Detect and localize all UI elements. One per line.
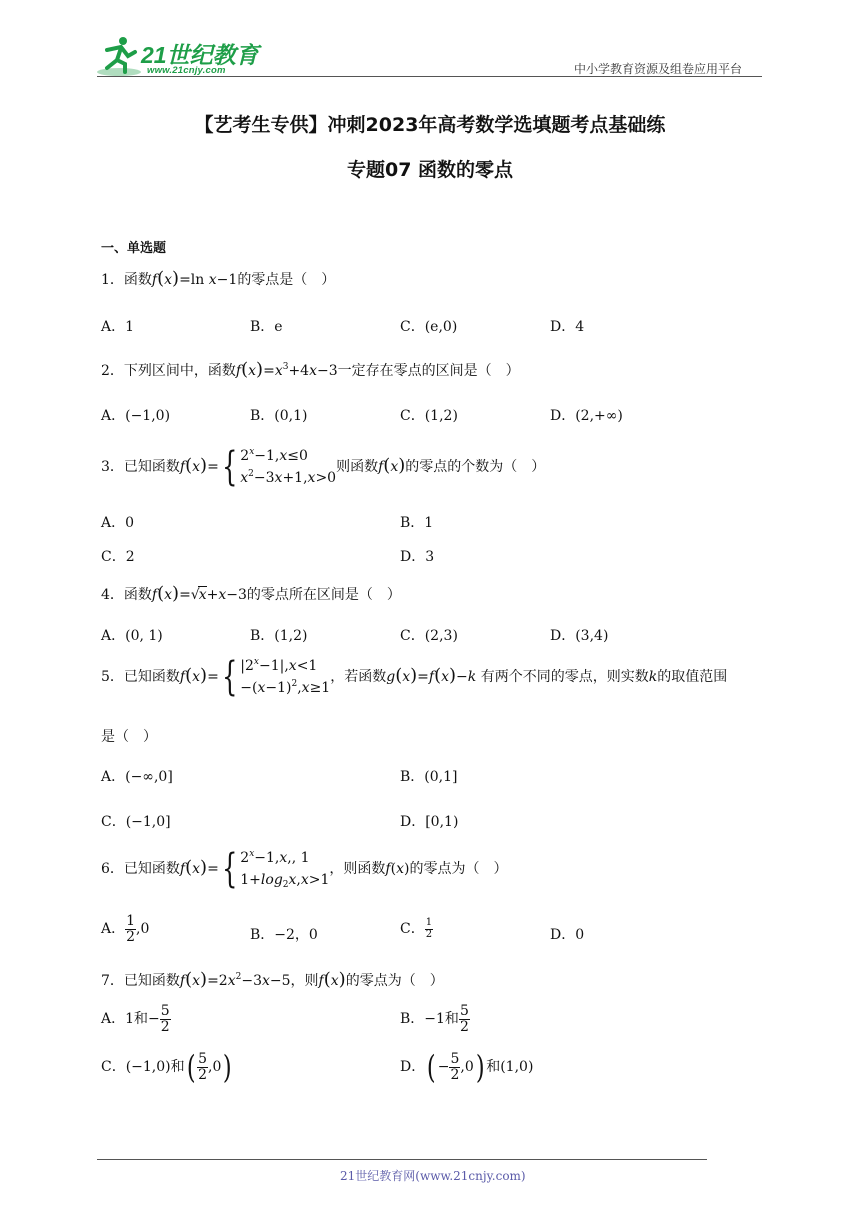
question-1: 1．函数f(x)=ln x−1的零点是（ ） — [101, 268, 336, 289]
page-subtitle: 专题07 函数的零点 — [346, 159, 514, 181]
footer-divider — [97, 1159, 707, 1160]
q4-option-d: D．(3,4) — [550, 628, 609, 644]
logo-url: www.21cnjy.com — [147, 65, 226, 76]
q1-option-c: C．(e,0) — [400, 319, 458, 335]
footer-link[interactable]: 21世纪教育网(www.21cnjy.com) — [340, 1169, 526, 1183]
q7-option-d: D．( − $\frac{5}{2}$ ,0) 和(1,0) — [400, 1048, 534, 1086]
question-3: 3．已知函数f(x)={ $2^x-1,x\le 0$ $x^2-3x+1,x>0$则函数f(x)的零点的个数为（ ） — [101, 444, 546, 490]
section-heading: 一、单选题 — [101, 241, 167, 256]
page-title: 【艺考生专供】冲刺2023年高考数学选填题考点基础练 — [194, 114, 666, 136]
q6-option-b: B．−2，0 — [250, 927, 318, 943]
q6-option-a: A． $\frac{1}{2}$ ,0 — [101, 913, 150, 945]
logo-text: 21世纪教育 — [141, 42, 259, 68]
q5-option-b: B．(0,1] — [400, 769, 458, 785]
q5-option-c: C．(−1,0] — [101, 814, 171, 830]
q1-option-a: A．1 — [101, 319, 135, 335]
q3-option-c: C．2 — [101, 549, 135, 565]
q4-option-b: B．(1,2) — [250, 628, 308, 644]
site-logo — [95, 34, 265, 78]
q7-option-a: A．1和− $\frac{5}{2}$ — [101, 1003, 170, 1035]
q3-option-b: B．1 — [400, 515, 434, 531]
q2-option-c: C．(1,2) — [400, 408, 458, 424]
q5-option-d: D．[0,1) — [400, 814, 459, 830]
q2-option-d: D．(2,+∞) — [550, 408, 623, 424]
q1-option-d: D．4 — [550, 319, 585, 335]
question-5-continued: 是（ ） — [101, 729, 157, 745]
q4-option-c: C．(2,3) — [400, 628, 458, 644]
header-divider — [97, 76, 762, 77]
q5-option-a: A．(−∞,0] — [101, 769, 173, 785]
q7-option-c: C．(−1,0)和( $\frac{5}{2}$ ,0) — [101, 1048, 233, 1086]
q6-option-c: C． $\frac{1}{2}$ — [400, 917, 433, 940]
q3-option-a: A．0 — [101, 515, 135, 531]
question-4: 4．函数f(x)=√x+x−3的零点所在区间是（ ） — [101, 583, 401, 604]
q2-option-b: B．(0,1) — [250, 408, 308, 424]
question-5: 5．已知函数f(x)={ $|2^x-1|,x<1$ $-(x-1)^2,x\ge 1$，若函数g(x)=f(x)−k 有两个不同的零点，则实数k的取值范围 — [101, 654, 728, 700]
runner-logo-icon — [95, 34, 141, 78]
header-platform-text: 中小学教育资源及组卷应用平台 — [574, 62, 743, 76]
q1-option-b: B．e — [250, 319, 283, 335]
q2-option-a: A．(−1,0) — [101, 408, 171, 424]
question-6: 6．已知函数f(x)={ $2^x-1,x$,, 1 $1+\log_2x,x>1$，则函数f(x)的零点为（ ） — [101, 846, 508, 892]
q4-option-a: A．(0, 1) — [101, 628, 163, 644]
question-2: 2．下列区间中，函数$f(x)=x^3+4x-3$一定存在零点的区间是（ ） — [101, 359, 520, 380]
q7-option-b: B．−1和 $\frac{5}{2}$ — [400, 1003, 469, 1035]
q3-option-d: D．3 — [400, 549, 435, 565]
q6-option-d: D．0 — [550, 927, 585, 943]
question-7: 7．已知函数$f(x)=2x^2-3x-5$，则f(x)的零点为（ ） — [101, 969, 444, 990]
